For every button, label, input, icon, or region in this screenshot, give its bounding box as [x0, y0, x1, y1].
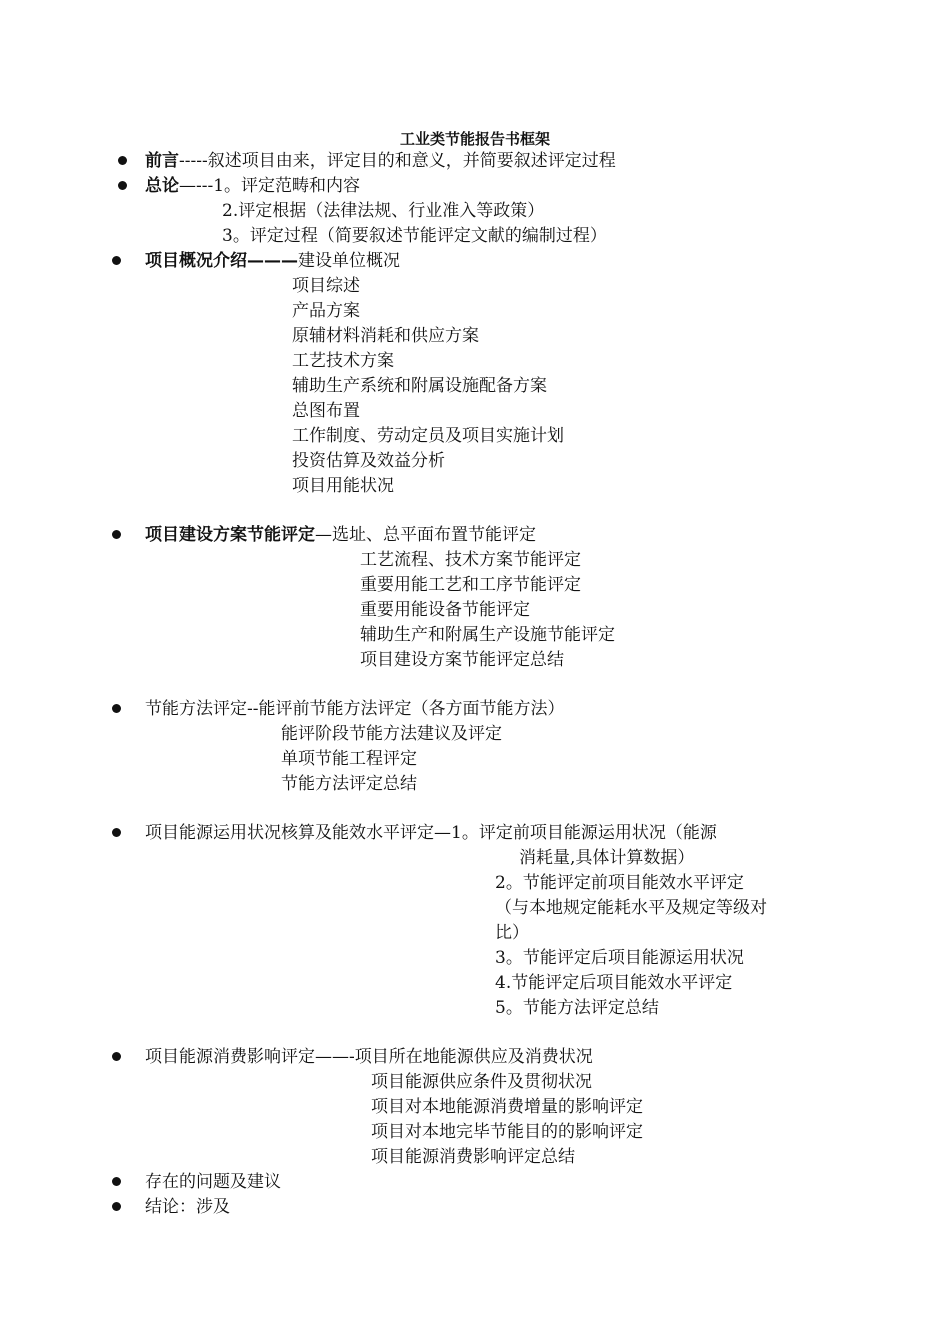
bullet-icon — [118, 156, 127, 165]
section-dash: ----- — [179, 151, 208, 171]
list-item: 项目能源供应条件及贯彻状况 — [371, 1072, 592, 1092]
section-dash: — — [315, 525, 332, 545]
section-label: 总论 — [145, 176, 179, 196]
bullet-icon — [118, 181, 127, 190]
list-item: 能评阶段节能方法建议及评定 — [281, 724, 502, 744]
list-item: 辅助生产和附属生产设施节能评定 — [360, 625, 615, 645]
section-issues: 存在的问题及建议 — [145, 1172, 281, 1192]
list-item: 投资估算及效益分析 — [292, 451, 445, 471]
section-method — [145, 697, 565, 721]
list-item: 总图布置 — [292, 401, 360, 421]
list-item: 辅助生产系统和附属设施配备方案 — [292, 376, 547, 396]
section-plan — [145, 523, 536, 547]
list-item: 项目能源消费影响评定总结 — [371, 1147, 575, 1167]
list-item: 项目建设方案节能评定总结 — [360, 650, 564, 670]
bullet-icon — [112, 256, 121, 265]
section-dash: —--- — [179, 176, 214, 196]
section-overview — [145, 249, 400, 273]
list-item: （与本地规定能耗水平及规定等级对 — [495, 898, 767, 918]
list-item: 2.评定根据（法律法规、行业准入等政策） — [222, 201, 545, 221]
list-item: 项目综述 — [292, 276, 360, 296]
section-conclusion: 结论：涉及 — [145, 1197, 230, 1217]
bullet-icon — [112, 530, 121, 539]
bullet-icon — [112, 1052, 121, 1061]
bullet-icon — [112, 704, 121, 713]
list-item: 比） — [495, 923, 529, 943]
list-item: 工艺流程、技术方案节能评定 — [360, 550, 581, 570]
list-item: 项目用能状况 — [292, 476, 394, 496]
section-text: 叙述项目由来，评定目的和意义，并简要叙述评定过程 — [207, 151, 616, 171]
list-item: 2。节能评定前项目能效水平评定 — [495, 873, 744, 893]
list-item: 单项节能工程评定 — [281, 749, 417, 769]
list-item: 项目对本地能源消费增量的影响评定 — [371, 1097, 643, 1117]
list-item: 4.节能评定后项目能效水平评定 — [495, 973, 733, 993]
list-item: 建设单位概况 — [298, 251, 400, 271]
list-item: 节能方法评定总结 — [281, 774, 417, 794]
bullet-icon — [112, 1202, 121, 1211]
list-item: 能评前节能方法评定（各方面节能方法） — [258, 699, 565, 719]
section-energy-use — [145, 821, 717, 845]
list-item: 1。评定前项目能源运用状况（能源 — [451, 823, 717, 843]
list-item: 消耗量,具体计算数据） — [519, 848, 695, 868]
section-label: 项目建设方案节能评定 — [145, 525, 315, 545]
bullet-icon — [112, 1177, 121, 1186]
list-item: 重要用能工艺和工序节能评定 — [360, 575, 581, 595]
list-item: 1。评定范畴和内容 — [213, 176, 361, 196]
list-item: 重要用能设备节能评定 — [360, 600, 530, 620]
list-item: 项目所在地能源供应及消费状况 — [354, 1047, 593, 1067]
list-item: 工作制度、劳动定员及项目实施计划 — [292, 426, 564, 446]
list-item: 工艺技术方案 — [292, 351, 394, 371]
section-label: 项目概况介绍——— — [145, 251, 298, 271]
document-title: 工业类节能报告书框架 — [399, 130, 550, 148]
list-item: 项目对本地完毕节能目的的影响评定 — [371, 1122, 643, 1142]
list-item: 选址、总平面布置节能评定 — [332, 525, 536, 545]
bullet-icon — [112, 828, 121, 837]
list-item: 原辅材料消耗和供应方案 — [292, 326, 479, 346]
list-item: 3。评定过程（简要叙述节能评定文献的编制过程） — [222, 226, 607, 246]
list-item: 5。节能方法评定总结 — [495, 998, 659, 1018]
section-label: 节能方法评定-- — [145, 699, 259, 719]
section-label: 项目能源消费影响评定——- — [145, 1047, 355, 1067]
list-item: 3。节能评定后项目能源运用状况 — [495, 948, 744, 968]
section-intro — [145, 149, 616, 173]
section-summary — [145, 174, 360, 198]
section-impact — [145, 1045, 593, 1069]
section-label: 项目能源运用状况核算及能效水平评定— — [145, 823, 451, 843]
list-item: 产品方案 — [292, 301, 360, 321]
section-label: 前言 — [145, 151, 179, 171]
